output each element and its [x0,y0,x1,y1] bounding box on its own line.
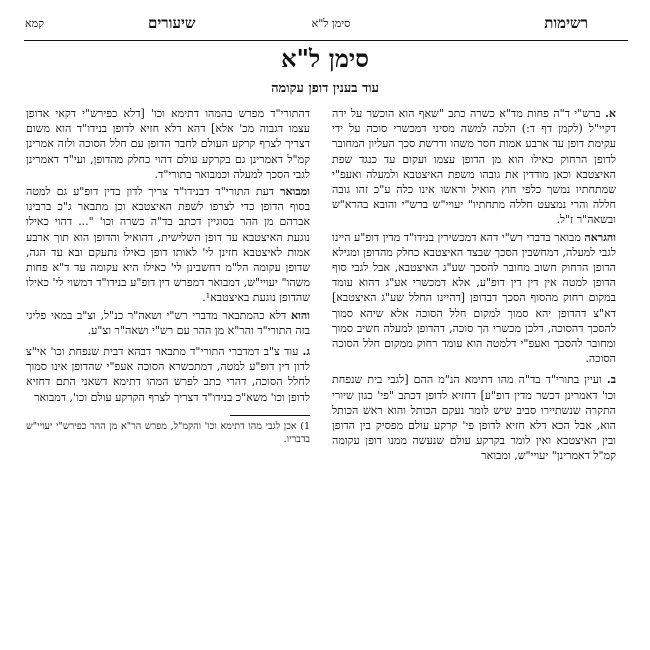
paragraph [332,372,616,463]
left-column [26,106,310,446]
paragraph-lead: ג. [302,345,310,359]
paragraph-lead: א. [605,107,616,120]
header-left-title: שיעורים [148,14,196,32]
header-rule [24,40,628,41]
paragraph [26,106,310,182]
page-number: קמא [25,17,45,30]
footnote: 1) אכן לגבי מהו דתימא וכו' והקמ"ל, מפרש הר"א מן ההר כפירש"י יעויי"ש בדבריו. [26,420,310,445]
paragraph [26,308,310,338]
right-column [332,106,616,466]
paragraph-text: דלא כהמתבאר מדברי רש"י ושאה"ר כנ"ל, וצ"ב במאי פליגי בזה התורי"ד והר"א מן ההר עם רש"י ושאה"ר וצ"ע. [26,308,310,337]
paragraph-text: ברש"י ד"ה פחות מד"א כשרה כתב "שאף הוא הוכשר על ידה דקיי"ל (לקמן דף ד:) הלכה למשה מסיני דמכשרי סוכה על ידי עקימת דופן עד ארבע אמות חסר משהו ודרשת סכך העליון המחובר לדופן הרחוק כאילו הוא מן הדופן עצמו ועקום עד כנגד שפת האיצטבא וכאן מודדין את גובהו משפת האיצטבא ולמעלה ואעפ"י שמתחתיו נמשך כלפי חוץ הואיל וראשו אינו כלה ע"כ זהו גובה חללה והרי נמצעט חללה מתחתיו" יעויי"ש ברש"י והובא בהרא"ש ובשאה"ר ז"ל. [332,107,616,227]
header-right-title: רשימות [544,14,588,32]
paragraph-text: ועיין בתורי"ד בד"ה מהו דתימא הנ"מ ההם [לגבי בית שנפחת וכו' דאמרינן דכשר מדין דופ"ע] דחזיא לדופן דכתב "פי' כגון שיורי התקרה שנשתיירו סביב שיש לומר נעקם הכותל והוא ראש הכותל הוא, אבל הכא דלא חזיא לדופן פי' קרקע עולם מפסיק בין הדופן ובין האיצטבא ואין לומר בקרקע עולם שנעשה ממנו דופן עקומה קמ"ל דאמרינן" יעויי"ש, ומבואר [332,373,616,463]
paragraph [332,106,616,228]
paragraph-text: דהתורי"ד מפרש בהמהו דתימא וכו' [דלא כפירש"י דקאי אדופן עצמו דגבוה מכ' אלא] דהא דלא חזיא לדופן בנידו"ד הוא משום דצריך לצרף קרקע העולם לחבר הדופן עם חלל הסוכה ולזה אמרינן קמ"ל דאמרינן גם בקרקע עולם דהוי כחלק מהדופן, ועי"ד דאמרינן לגבי הסכך למעלה וכמבואר בתורי"ד. [26,107,310,181]
paragraph-lead: ומבואר [280,185,310,199]
paragraph [26,344,310,405]
footnote-rule [230,415,310,416]
header-center-label: סימן ל"א [311,17,351,30]
paragraph-text: מבואר בדברי רש"י דהא דמכשירין בנידו"ד מדין דופ"ע היינו לגבי למעלה, דמחשבין הסכך שבצד האיצטבא כחלק מהדופן ומגילא הדופן הרחוק חשוב מחובר להסכך שע"ג האיצטבא, אבל לגבי סוף הדופן למטה אין דין דין דופ"ע, אלא דמכשרי אע"ג דהוא עומד במקום רחוק מהסוף הסכך דבדופן [דהיינו החלל שע"ג האיצטבא] דא"צ דהדופן יהא סמוך למקום חלל הסוכה אלא שיהא סמוך להסכך דהסוכה, דלכן מכשרי הך סוכה, דהדופן למעלה חשיב סמוך ומחובר להסכך ואעפ"י דלמטה הוא עומד רחוק ממקום חלל הסוכה הסוכה. [332,230,616,366]
paragraph-lead: והגראה [584,230,616,244]
paragraph [332,230,616,367]
paragraph-lead: והוא [290,308,310,322]
section-subtitle: עוד בענין דופן עקומה [271,81,379,96]
paragraph-text: עוד צ"ב דמדברי התורי"ד מתבאר דבהא דבית שנפחת וכו' אי"צ לדון דין דופ"ע למטה, דמתכשרא הסוכה אעפ"י שהדופן אינו סמוך לחלל הסוכה, דהרי כתב לפרש המהו דתימא דשאני התם דחזיא לדופן וכו' משא"כ בנידו"ד דצריך לצרף הקרקע עולם וכו', דמבואר [26,345,310,404]
paragraph [26,184,310,306]
running-header [0,14,650,40]
paragraph-lead: ב. [606,373,616,387]
section-title: סימן ל"א [281,44,369,73]
paragraph-text: דעת התורי"ד דבנידו"ד צריך לדון בדין דופ"ע גם למטה בסוף הדופן כדי לצרפו לשפת האיצטבא וכן מתבאר ג"כ ברבינו אברהם מן ההר בסוגיין דכתב בד"ה כשרה וכו' "... דהוי כאילו נוגעת האיצטבא עד דופן השלישית, דהואיל והדופן הוא תוך ארבע אמות לאיצטבא חזינן לי' לאותו דופן כאילו נתעקם ובא עד הגה, שדופן עקומה הל"מ דחשבינן לי' כאילו היא עקומה עד ד"א פחות משהו" יעויי"ש, דמבואר דמפרש דין דופ"ע בנידו"ד דמשוי לי' כאילו שהדופן נוגעת באיצטבא¹. [26,185,310,305]
